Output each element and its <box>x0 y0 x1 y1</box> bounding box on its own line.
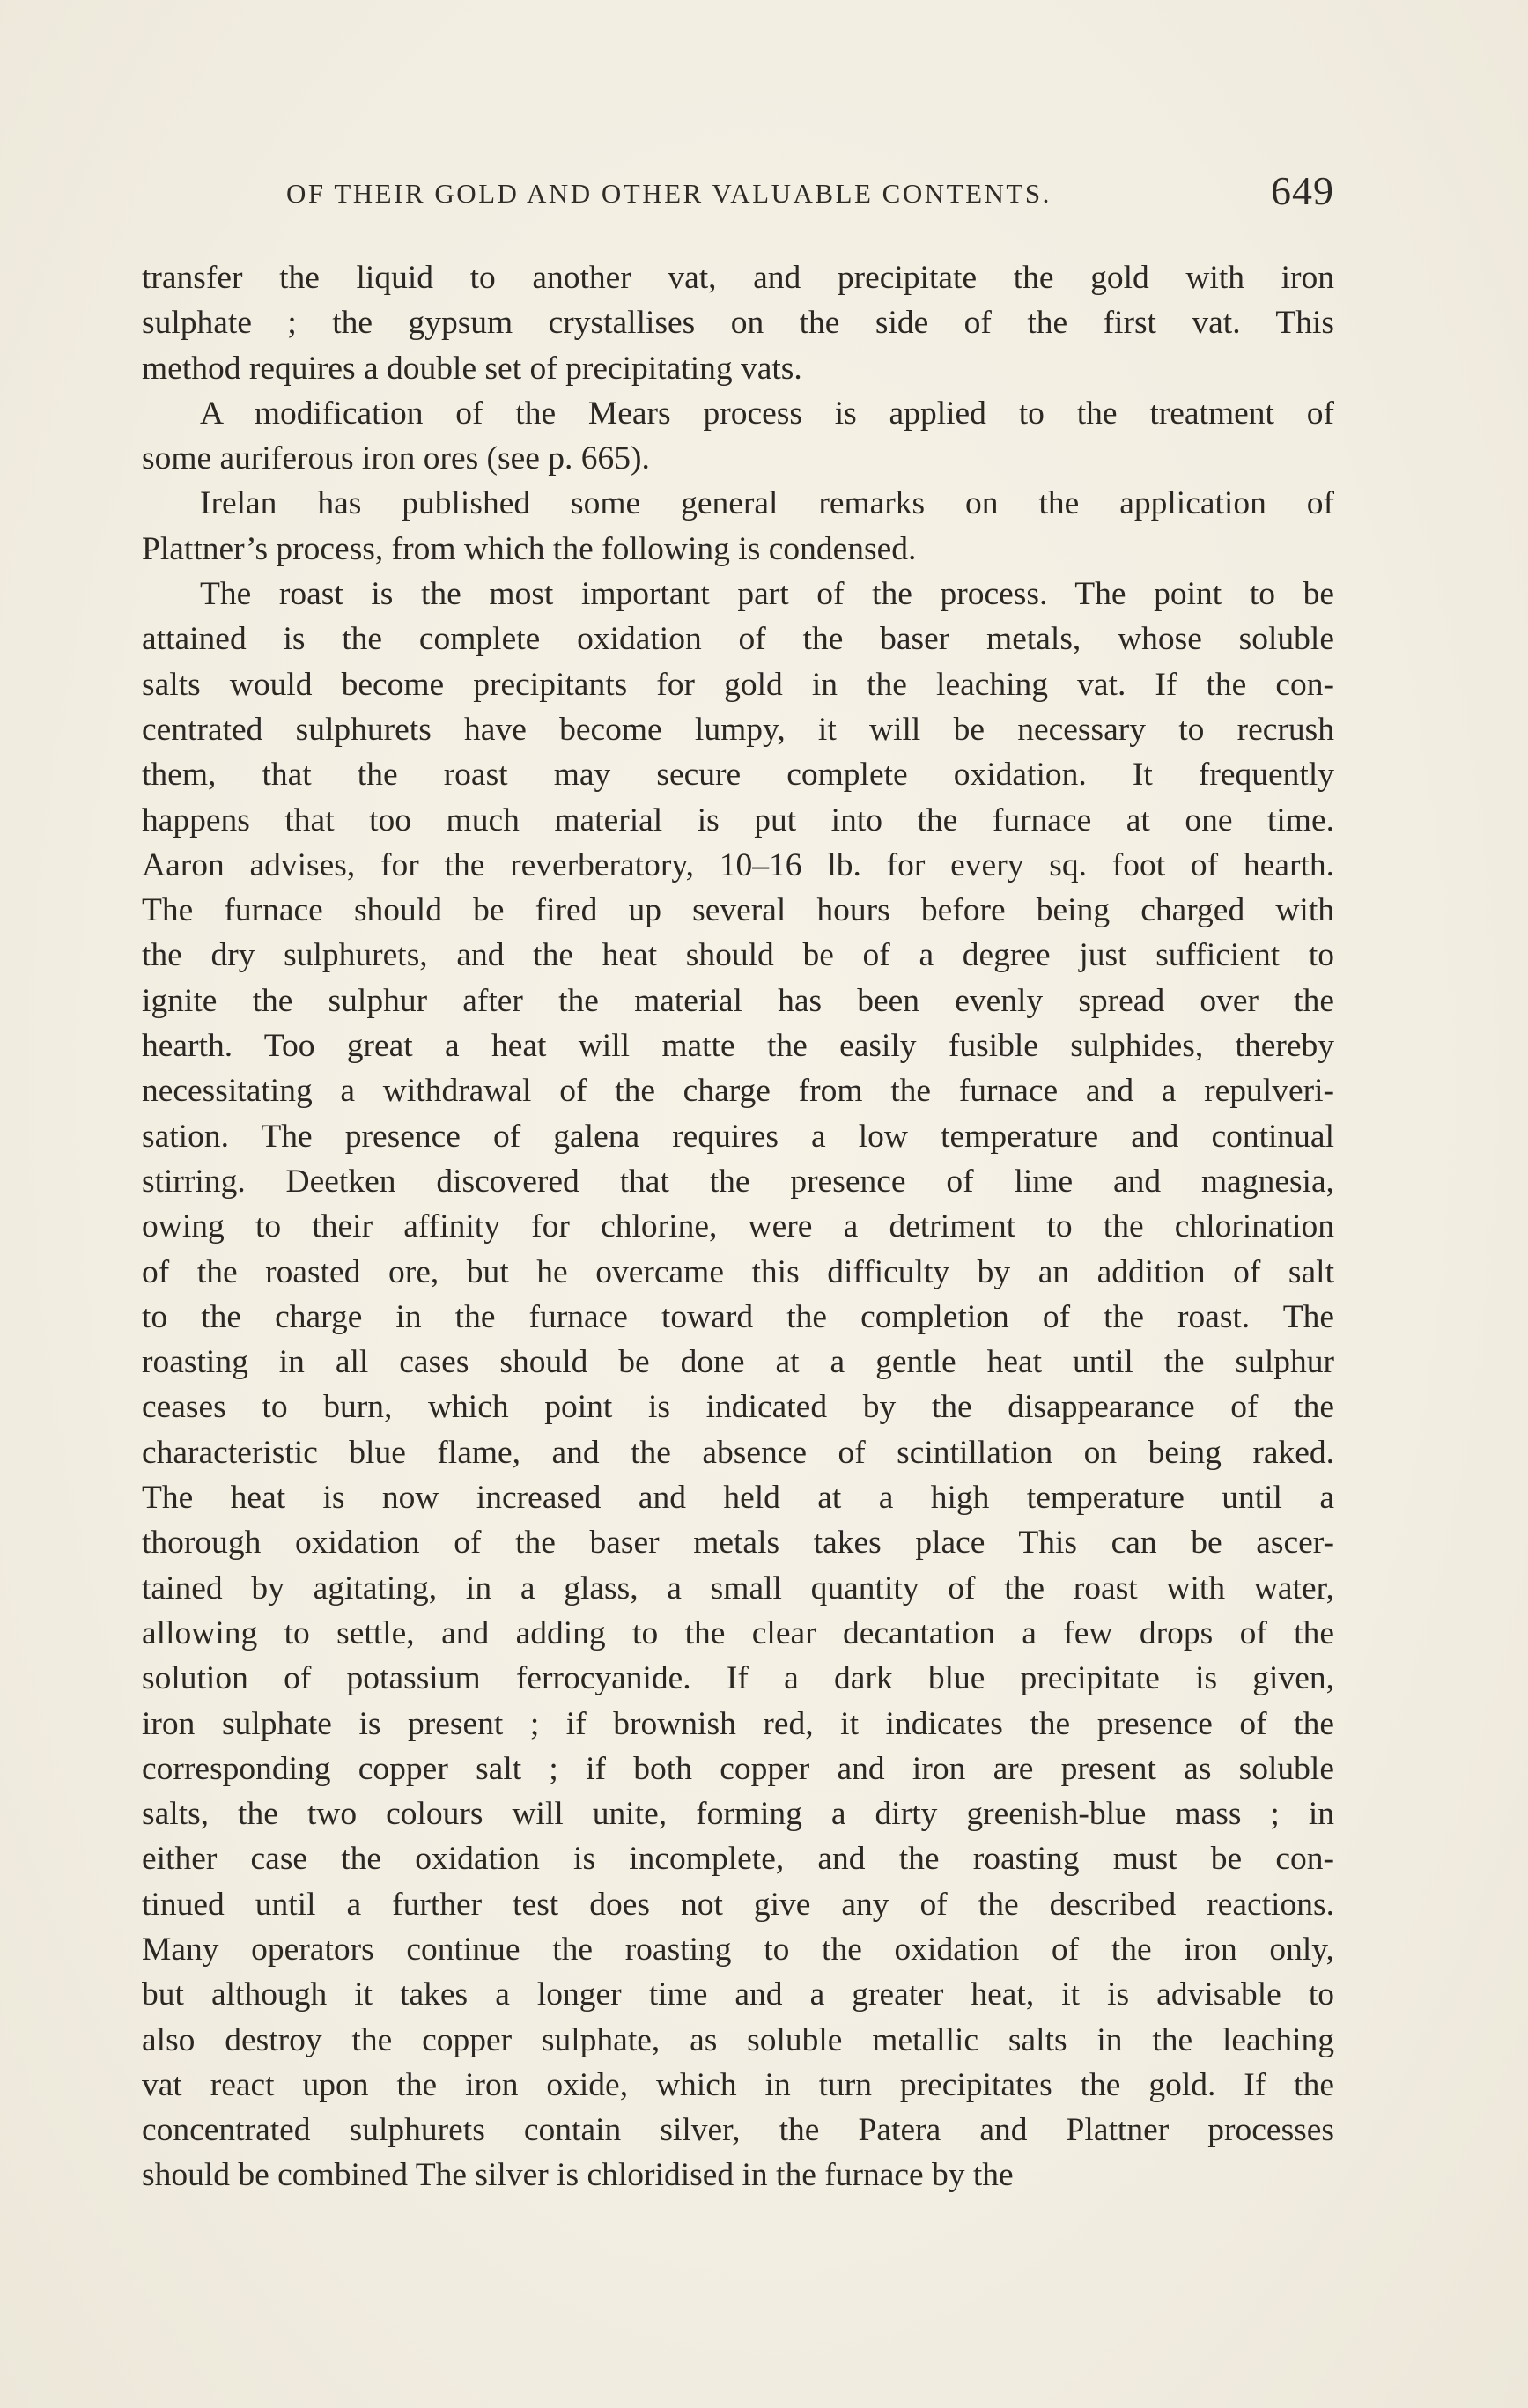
paragraph <box>142 391 1334 482</box>
text-line: characteristic blue flame, and the absence of scintillation on being raked. <box>142 1434 1334 1471</box>
paragraph <box>142 572 1334 2198</box>
text-line: ceases to burn, which point is indicated by the disappearance of the <box>142 1389 1334 1426</box>
text-line: ignite the sulphur after the material has been evenly spread over the <box>142 982 1334 1019</box>
text-line: allowing to settle, and adding to the clear decantation a few drops of the <box>142 1614 1334 1651</box>
text-line: tinued until a further test does not give any of the described reactions. <box>142 1886 1334 1923</box>
running-head <box>141 167 1334 220</box>
body-text <box>142 255 1334 2198</box>
text-line: The furnace should be fired up several hours before being charged with <box>142 892 1334 929</box>
page-number: 649 <box>1271 168 1334 213</box>
text-line: happens that too much material is put into the furnace at one time. <box>142 801 1334 838</box>
text-line: roasting in all cases should be done at a gentle heat until the sulphur <box>142 1344 1334 1381</box>
text-line: necessitating a withdrawal of the charge from the furnace and a repulveri- <box>142 1073 1334 1110</box>
text-line: thorough oxidation of the baser metals takes place This can be ascer- <box>142 1525 1334 1562</box>
text-line: salts, the two colours will unite, forming a dirty greenish-blue mass ; in <box>142 1796 1334 1833</box>
text-line: attained is the complete oxidation of the baser metals, whose soluble <box>142 621 1334 658</box>
text-line: method requires a double set of precipitating vats. <box>142 350 802 387</box>
text-line: them, that the roast may secure complete oxidation. It frequently <box>142 757 1334 794</box>
text-line: sation. The presence of galena requires a low temperature and continual <box>142 1118 1334 1155</box>
text-line: hearth. Too great a heat will matte the easily fusible sulphides, thereby <box>142 1028 1334 1065</box>
text-line: sulphate ; the gypsum crystallises on the side of the first vat. This <box>142 305 1334 342</box>
text-line: stirring. Deetken discovered that the presence of lime and magnesia, <box>142 1163 1334 1200</box>
text-line: but although it takes a longer time and a greater heat, it is advisable to <box>142 1976 1334 2013</box>
text-line: tained by agitating, in a glass, a small quantity of the roast with water, <box>142 1570 1334 1607</box>
text-line: either case the oxidation is incomplete, and the roasting must be con- <box>142 1841 1334 1878</box>
text-line: owing to their affinity for chlorine, were a detriment to the chlorination <box>142 1208 1334 1245</box>
text-line: of the roasted ore, but he overcame this difficulty by an addition of salt <box>142 1253 1334 1290</box>
text-line: to the charge in the furnace toward the completion of the roast. The <box>142 1298 1334 1335</box>
text-line: salts would become precipitants for gold in the leaching vat. If the con- <box>142 666 1334 703</box>
text-line: Aaron advises, for the reverberatory, 10–16 lb. for every sq. foot of hearth. <box>142 846 1334 883</box>
text-line: Irelan has published some general remarks on the application of <box>200 485 1334 522</box>
text-line: The heat is now increased and held at a high temperature until a <box>142 1480 1334 1517</box>
text-line: Many operators continue the roasting to the oxidation of the iron only, <box>142 1931 1334 1968</box>
text-line: centrated sulphurets have become lumpy, it will be necessary to recrush <box>142 711 1334 748</box>
text-line: some auriferous iron ores (see p. 665). <box>142 440 650 477</box>
text-line: vat react upon the iron oxide, which in turn precipitates the gold. If the <box>142 2066 1334 2103</box>
text-line: The roast is the most important part of the process. The point to be <box>200 576 1334 613</box>
text-line: transfer the liquid to another vat, and precipitate the gold with iron <box>142 260 1334 296</box>
text-line: also destroy the copper sulphate, as soluble metallic salts in the leaching <box>142 2021 1334 2058</box>
text-line: A modification of the Mears process is applied to the treatment of <box>200 395 1334 432</box>
text-line: concentrated sulphurets contain silver, the Patera and Plattner processes <box>142 2112 1334 2149</box>
paragraph <box>142 255 1334 391</box>
text-line: should be combined The silver is chloridised in the furnace by the <box>142 2157 1014 2194</box>
text-line: iron sulphate is present ; if brownish red, it indicates the presence of the <box>142 1705 1334 1742</box>
text-line: corresponding copper salt ; if both copper and iron are present as soluble <box>142 1750 1334 1787</box>
text-line: solution of potassium ferrocyanide. If a dark blue precipitate is given, <box>142 1660 1334 1697</box>
running-title: OF THEIR GOLD AND OTHER VALUABLE CONTENTS. <box>286 178 1052 209</box>
text-line: the dry sulphurets, and the heat should be of a degree just sufficient to <box>142 937 1334 974</box>
text-line: Plattner’s process, from which the following is condensed. <box>142 530 917 567</box>
paragraph <box>142 481 1334 572</box>
